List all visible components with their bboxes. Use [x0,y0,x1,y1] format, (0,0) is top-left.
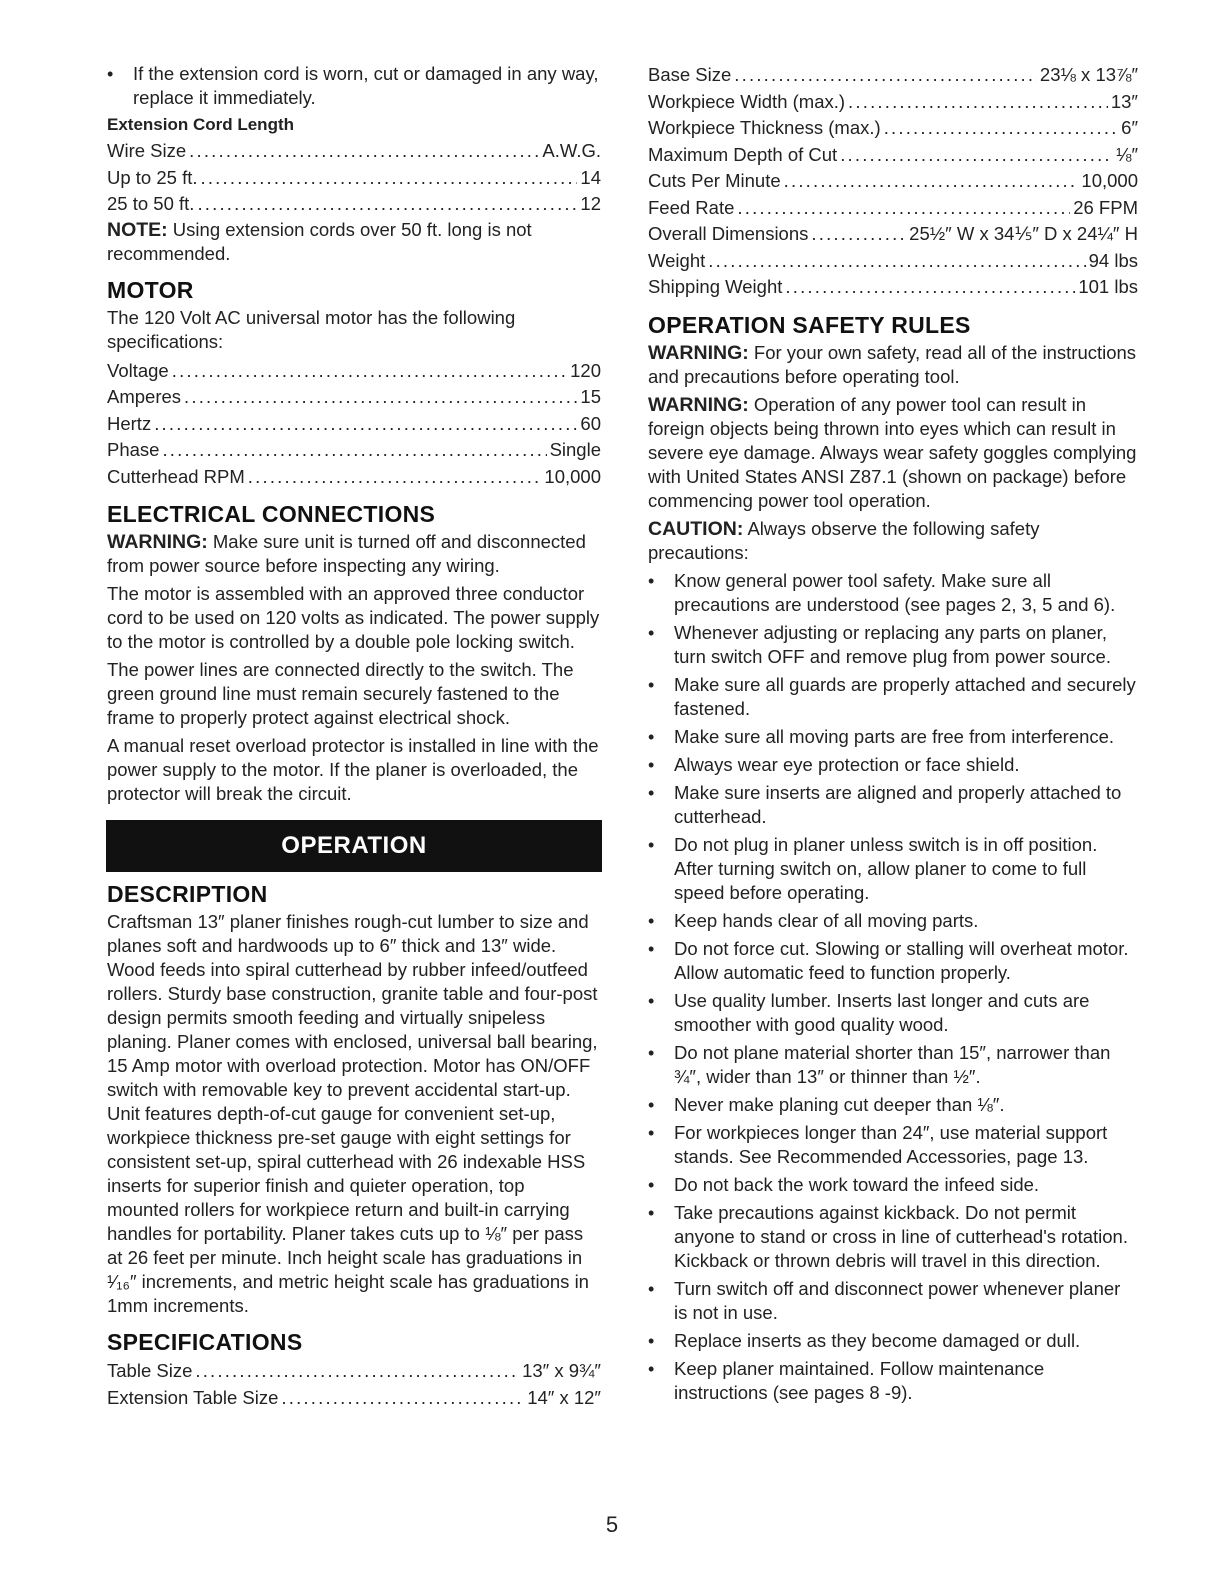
table-row: Overall Dimensions ..... 25½″ W x 34⅕″ D x 24¼″ H [648,221,1138,248]
list-item: • Always wear eye protection or face shield. [648,753,1138,777]
table-row: Weight ..... 94 lbs [648,248,1138,275]
safety-bullet-list [648,569,1138,1405]
list-item: • Turn switch off and disconnect power whenever planer is not in use. [648,1277,1138,1325]
table-row: Voltage ..... 120 [107,358,601,385]
motor-heading: MOTOR [107,276,194,303]
ext-cord-table [107,138,601,218]
table-row: Extension Table Size ..... 14″ x 12″ [107,1385,601,1412]
table-row: Up to 25 ft. ..... 14 [107,165,601,192]
table-row: Hertz ..... 60 [107,411,601,438]
table-row: Shipping Weight ..... 101 lbs [648,274,1138,301]
list-item: • Use quality lumber. Inserts last longer and cuts are smoother with good quality wood. [648,989,1138,1037]
motor-table [107,358,601,491]
electrical-paragraph: A manual reset overload protector is installed in line with the power supply to the motor. If the planer is overloaded, the protector will break the circuit. [107,735,599,804]
left-column [107,62,601,1411]
note-paragraph: NOTE: Using extension cords over 50 ft. long is not recommended. [107,218,532,264]
specifications-table [107,1358,601,1411]
page-number: 5 [605,1512,619,1537]
list-item: • Make sure all moving parts are free from interference. [648,725,1138,749]
table-row: Maximum Depth of Cut ..... ⅛″ [648,142,1138,169]
list-item: • Never make planing cut deeper than ⅛″. [648,1093,1138,1117]
specifications-heading: SPECIFICATIONS [107,1329,303,1355]
table-row: 25 to 50 ft. ..... 12 [107,191,601,218]
list-item: • Make sure all guards are properly attached and securely fastened. [648,673,1138,721]
caution-paragraph: CAUTION: Always observe the following safety precautions: [648,517,1040,563]
table-row: Base Size ..... 23⅛ x 13⅞″ [648,62,1138,89]
right-column [648,62,1138,1409]
list-item: • Replace inserts as they become damaged or dull. [648,1329,1138,1353]
operation-banner: OPERATION [106,820,602,872]
list-item: • For workpieces longer than 24″, use material support stands. See Recommended Accessories, page 13. [648,1121,1138,1169]
list-item: • Do not force cut. Slowing or stalling will overheat motor. Allow automatic feed to function properly. [648,937,1138,985]
specifications-table-continued [648,62,1138,301]
description-paragraph: Craftsman 13″ planer finishes rough-cut lumber to size and planes soft and hardwoods up to 6″ thick and 13″ wide. Wood feeds into spiral cutterhead by rubber infeed/outfeed rollers. Sturdy base construction, granite table and four-post design permits smooth feeding and virtually snipeless planing. Planer comes with enclosed, universal ball bearing, 15 Amp motor with overload protection. Motor has ON/OFF switch with removable key to prevent accidental start-up. Unit features depth-of-cut gauge for convenient set-up, workpiece thickness pre-set gauge with eight settings for consistent set-up, spiral cutterhead with 26 indexable HSS inserts for superior finish and quieter operation, top mounted rollers for workpiece return and built-in carrying handles for portability. Planer takes cuts up to ⅛″ per pass at 26 feet per minute. Inch height scale has graduations in ¹⁄₁₆″ increments, and metric height scale has graduations in 1mm increments. [107,911,598,1316]
electrical-paragraph: The motor is assembled with an approved three conductor cord to be used on 120 volts as indicated. The power supply to the motor is controlled by a double pole locking switch. [107,583,600,652]
list-item: • Do not back the work toward the infeed side. [648,1173,1138,1197]
table-row: Cuts Per Minute ..... 10,000 [648,168,1138,195]
table-row: Phase ..... Single [107,437,601,464]
table-row: Workpiece Width (max.) ..... 13″ [648,89,1138,116]
list-item: • Take precautions against kickback. Do not permit anyone to stand or cross in line of cutterhead's rotation. Kickback or thrown debris will travel in this direction. [648,1201,1138,1273]
motor-intro: The 120 Volt AC universal motor has the following specifications: [107,306,516,352]
table-row: Wire Size ..... A.W.G. [107,138,601,165]
table-row: Amperes ..... 15 [107,384,601,411]
electrical-warning: WARNING: Make sure unit is turned off and disconnected from power source before inspecting any wiring. [107,531,586,576]
list-item: • Make sure inserts are aligned and properly attached to cutterhead. [648,781,1138,829]
list-item: • Whenever adjusting or replacing any parts on planer, turn switch OFF and remove plug from power source. [648,621,1138,669]
list-item: • Keep hands clear of all moving parts. [648,909,1138,933]
warning-paragraph: WARNING: For your own safety, read all of the instructions and precautions before operating tool. [648,341,1137,387]
warning-paragraph: WARNING: Operation of any power tool can result in foreign objects being thrown into eyes which can result in severe eye damage. Always wear safety goggles complying with United States ANSI Z87.1 (shown on package) before commencing power tool operation. [648,393,1137,511]
list-item: • Do not plug in planer unless switch is in off position. After turning switch on, allow planer to come to full speed before operating. [648,833,1138,905]
list-item: • Do not plane material shorter than 15″, narrower than ¾″, wider than 13″ or thinner than ½″. [648,1041,1138,1089]
list-item: • Keep planer maintained. Follow maintenance instructions (see pages 8 -9). [648,1357,1138,1405]
electrical-heading: ELECTRICAL CONNECTIONS [107,501,436,527]
table-row: Table Size ..... 13″ x 9¾″ [107,1358,601,1385]
ext-cord-heading: Extension Cord Length [107,115,294,134]
description-heading: DESCRIPTION [107,881,268,907]
safety-rules-heading: OPERATION SAFETY RULES [648,311,971,338]
table-row: Cutterhead RPM ..... 10,000 [107,464,601,491]
table-row: Feed Rate ..... 26 FPM [648,195,1138,222]
electrical-paragraph: The power lines are connected directly to the switch. The green ground line must remain securely fastened to the frame to properly protect against electrical shock. [107,659,574,728]
list-item: • Know general power tool safety. Make sure all precautions are understood (see pages 2, 3, 5 and 6). [648,569,1138,617]
table-row: Workpiece Thickness (max.) ..... 6″ [648,115,1138,142]
ext-cord-bullet: • If the extension cord is worn, cut or damaged in any way, replace it immediately. [107,62,601,110]
